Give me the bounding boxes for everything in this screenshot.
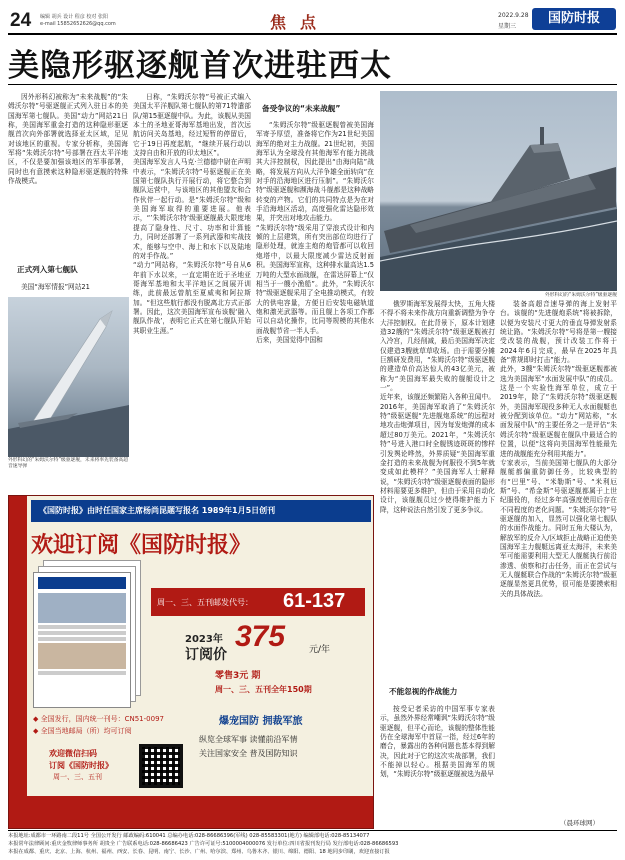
section-title: 焦点 (270, 13, 331, 32)
footer-line-1: 本报地址:成都市一环路南二段11号 全国公开发行 邮政编码:610041 总编办电话:028-86686396(军线) 028-85583301(地方) 编辑部电话:028-85134077 (8, 833, 370, 839)
ad-bullet-2-text: 全国当地邮局（所）均可订阅 (40, 727, 132, 735)
ad-bullet-1-text: 全国发行，国内统一刊号：CN51-0097 (40, 715, 164, 723)
ad-code-label: 周一、三、五刊邮发代号： (157, 598, 253, 607)
ad-qr-sub: 订阅《国防时报》 (49, 761, 113, 770)
article-col3-text: “朱姆沃尔特”级驱逐舰曾被美国海军寄予厚望，准备将它作为21世纪美国海军的绝对主力战舰。21世纪初，美国海军认为全球没有其他海军有能力挑战其大洋控制权，因此提出“由海向陆”战略，将发展方向从大洋争雄全面转向“在对手的沿海地区进行压制”。“朱姆沃尔特”级驱逐舰和濒海战斗舰都是这种战略转变的产物。它们的共同特点是为在对手沿海地区活动，高度强化雷达隐形效果，并突出对地攻击能力。 “朱姆沃尔特”级采用了穿浪式设计和内倾的上层建筑，所有突出部位均进行了隐形处理，就连主炮的炮管都可以收回炮塔中，以最大限度减少雷达反射面积。美国海军宣称，这种排水量高达1.5万吨的大型水面战舰，在雷达屏幕上“仅相当于一艘小渔船”。此外，“朱姆沃尔特”级驱逐舰采用了全电推动模式，有较大的供电容量，方便日后安装电磁轨道炮和激光武器等。而且舰上各项工作都可以自动化操作，比同等规模的其他水面战舰节省一半人手。 后来，美国觉得中国和 (256, 121, 374, 344)
masthead-text: 国防时报 (547, 11, 600, 26)
article-col4-text: 俄罗斯海军发展得太快，五角大楼不得不将未来作战方向重新调整为争夺大洋控制权。在此背景下，原本计划建造32艘的“朱姆沃尔特”级驱逐舰被打入冷宫，几经削减，最后美国海军决定仅建造3艘就草草收场。由于需要分摊巨额研发费用，“朱姆沃尔特”级驱逐舰的建造单价高达惊人的43亿美元，被称为“美国海军最失败的舰艇设计之一”。 近年来，该舰还频繁陷入各种丑闻中。2016年，美国海军取消了“朱姆沃尔特”级驱逐舰“先进舰炮系统”的远程对地攻击炮弹项目，因为每发炮弹的成本超过80万美元。2021年，“朱姆沃尔特”号进入港口时全舰锈迹斑斑的惨样引发舆论哗然，外界质疑“美国海军重金打造的未来战舰为何服役不到5年就变成如此模样？”美国海军人士解释说，“朱姆沃尔特”级驱逐舰表面的隐形材料需要更多维护，但由于采用自动化设计，该舰舰员过少使得维护能力下降，这种说法自然引发了更多争议。 (380, 300, 495, 514)
article-col2-text: 日称，“朱姆沃尔特”号被正式编入美国太平洋舰队第七舰队的第71特遣部队/第15驱逐舰中队。为此，该舰从美国本土的圣地亚哥海军基地出发，首次远航访问关岛基地，经过短暂的停留后，它于19日再度起航，“继续开展行动以支持自由和开放的印太地区”。 美国海军发言人马克·兰德德中尉在声明中表示，“朱姆沃尔特”号驱逐舰正在美国第七舰队执行开展行动，将它整合到舰队运营中，与该地区的其他盟友和合作伙伴一起行动。是“朱姆沃尔特”级和美国海军取得的重要进展。他表示，“’朱姆沃尔特’级驱逐舰最大限度地提高了隐身性、尺寸、功率和计算能力，同时还部署了一系列武器和实战技术，能够与空中、海上和水下以及陆地的对手作战。” “动力”网站称，“朱姆沃尔特”号自从6年前下水以来，一直定期在近于圣地亚哥海军基地和太平洋地区之间展开训练，此前最远曾航至夏威夷和阿拉斯加。“但这些航行都没有脱离北方式正部署。因此，这次美国海军宣布该舰‘融入舰队作战’，表明它正式在第七舰队开始其职业生涯。” (133, 93, 251, 335)
ad-bullet-1 (33, 714, 164, 724)
ad-price-value: 375 (235, 620, 286, 653)
destroyer-illustration (380, 91, 617, 291)
ad-code-number: 61-137 (283, 590, 346, 612)
ad-bottom-strip (27, 796, 374, 829)
ad-price-year: 2023年 (185, 634, 223, 645)
page-number: 24 (10, 10, 32, 31)
ad-code-block (151, 588, 365, 616)
subheading-future-warship: 备受争议的“未来战舰” (262, 104, 341, 113)
issue-weekday: 星期三 (498, 23, 517, 30)
footer-line-3: 本报在成都、重庆、北京、上海、杭州、福州、西安、长春、昆明、南宁、长沙、广州、哈尔滨、郑州、乌鲁木齐、银川、绵阳、德阳、18 地同步印刷，欢迎直接订报 (8, 849, 390, 855)
article-col4-text2: 按受记者采访的中国军事专家表示，虽然外界经常嘲讽“朱姆沃尔特”级驱逐舰，但平心而论，该舰的整体性能仍在全球海军中首屈一指，经过6年的磨合，暴露出的各种问题也基本得到解决，因此对于它的这次实战部署，我们不能掉以轻心。根据美国海军的规划，“朱姆沃尔特”级驱逐舰被选为最早 (380, 705, 495, 779)
ad-qr-days: 周一、三、五刊 (53, 773, 102, 781)
ad-qr-title: 欢迎微信扫码 (49, 749, 97, 758)
ad-retail: 零售3元 期 (215, 671, 261, 681)
ad-slogan: 爆宠国防 拥裁军旅 (219, 716, 303, 727)
subheading-combat-capability: 不能忽视的作战能力 (389, 687, 458, 696)
bullet-icon: ◆ (33, 715, 41, 723)
editors-line: 编辑 胡兵 设计 程彦 校对 张阳 (40, 14, 108, 20)
subheading-seventh-fleet: 正式列入第七舰队 (17, 265, 78, 274)
article-col5-text: 装备高超音速导弹的海上发射平台。该舰的“先进舰炮系统”将被拆除，以便为安装尺寸更大的垂直导弹发射系统让路。“朱姆沃尔特”号将是第一艘接受改装的战舰，预计改装工作将于2024年6月完成，最早在2025年具备“常规即时打击”能力。 此外，3艘“朱姆沃尔特”级驱逐舰都被选为美国海军“水面发展中队”的成员。这是一个实验性海军单位，成立于2019年，除了“朱姆沃尔特”级驱逐舰外，美国海军现役多种无人水面舰艇也被分配到该单位。“动力”网站称，“水面发展中队”的主要任务之一是评估“朱姆沃尔特”级驱逐舰在舰队中最适合的位置，以便“这将向美国海军性能最先进的战舰能充分利用其能力”。 专家表示，当前美国第七舰队的大部分舰艇都偏重防御任务，比较典型的有“巴里”号、“米勒斯”号、“米利厄斯”号、“希金斯”号驱逐舰都属于上世纪服役的，经过多年高强度使用后存在不同程度的老化问题。“朱姆沃尔特”号驱逐舰的加入，显然可以强化第七舰队的水面作战能力。同时五角大楼认为，解放军的反介入/区域拒止战略正迫使美国海军主力舰艇远离亚太海洋，未来美军可能需要利用大型无人舰艇执行前沿渗透、侦察和打击任务，而正在尝试与无人舰艇联合作战的“朱姆沃尔特”级驱逐舰显然更具优势，很可能是要摸索相关的具体战法。 (500, 300, 617, 598)
missile-photo (8, 297, 129, 457)
author-credit: （晨环球网） (560, 819, 599, 827)
bullet-icon: ◆ (33, 727, 41, 735)
ad-poem-2: 关注国家安全 普及国防知识 (199, 749, 298, 758)
ad-banner-text: 《国防时报》由时任国家主席杨尚昆题写报名 1989年1月5日创刊 (39, 506, 276, 515)
ad-frequency: 周一、三、五刊全年150期 (215, 685, 312, 694)
missile-illustration (8, 297, 129, 457)
ad-price-unit: 元/年 (309, 645, 331, 655)
ad-left-strip (9, 496, 27, 829)
qr-code-icon[interactable] (139, 744, 183, 788)
missile-caption: 外形科幻的“朱姆沃尔特”级驱逐舰，未来将率先装备高超音速导弹 (8, 458, 129, 470)
destroyer-photo (380, 91, 617, 291)
issue-date: 2022.9.28 (498, 12, 529, 19)
masthead-logo (532, 8, 616, 30)
footer-line-2: 本报常年法律顾问:重庆金牧律师事务所 胡贵全 广告联系电话:028-86686423 广告许可证号:5100004000076 发行单位:四川省报刊发行局 发行部电话:028-86686593 (8, 841, 399, 847)
header-rule (8, 33, 617, 35)
footer-rule (8, 830, 617, 831)
headline-rule (8, 84, 617, 85)
headline: 美隐形驱逐舰首次进驻西太 (8, 48, 392, 84)
destroyer-caption: 外形科幻的“朱姆沃尔特”级驱逐舰 (544, 293, 617, 298)
ad-welcome-title: 欢迎订阅《国防时报》 (31, 532, 252, 558)
email-line: e-mail 15852652626@qq.com (40, 21, 116, 27)
article-col1-text: 因外形科幻被称为“未来战舰”的“朱姆沃尔特”号驱逐舰正式列入驻日本的美国海军第七舰队。美国“动力”网站21日称，美国海军重金打造的这种隐形驱逐舰首次向外部署就选择亚太区域，足见对该地区的重视。专家分析称，美国海军将“朱姆沃尔特”号部署在西太平洋地区，不仅是要加强该地区的军事部署，同时也有意摸索这种隐形驱逐舰的特殊作战模式。 (8, 93, 128, 186)
ad-newspaper-stack (33, 560, 141, 708)
ad-poem-1: 纵览全球军事 读懂前沿军情 (199, 735, 298, 744)
ad-price-label: 订阅价 (185, 647, 227, 663)
article-col1-text2: 美国“海军情报”网站21 (21, 283, 90, 291)
ad-top-banner (31, 500, 371, 522)
subscription-ad (8, 495, 374, 829)
ad-bullet-2 (33, 726, 132, 736)
